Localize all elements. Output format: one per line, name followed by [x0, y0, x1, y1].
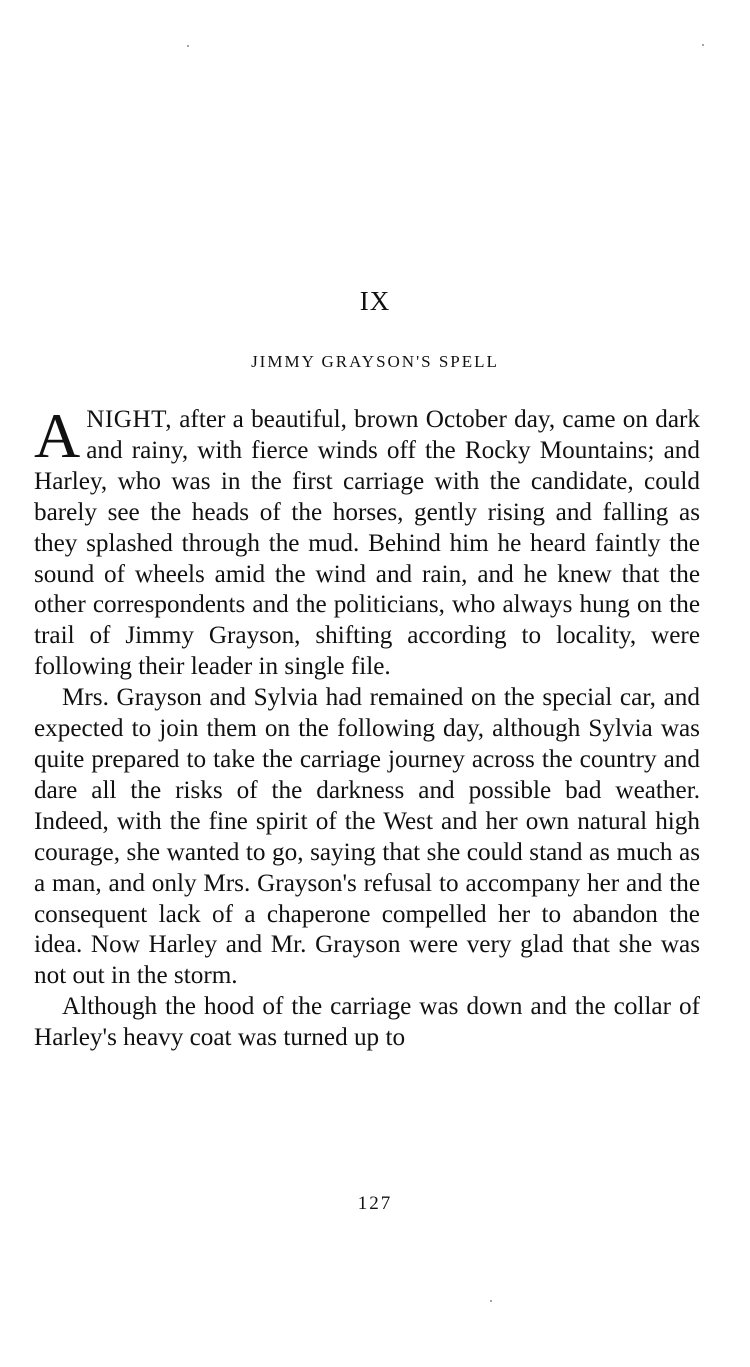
- paragraph: [34, 683, 700, 992]
- paragraph-text: Although the hood of the carriage was down and the collar of Harley's heavy coat was turned up to: [34, 993, 700, 1052]
- paragraph-text: after a beautiful, brown October day, came on dark and rainy, with fierce winds off the Rocky Mountains; and Harley, who was in the first carriage with the candidate, could barely see the heads of the horses, gently rising and falling as they splashed through the mud. Behind him he heard faintly the sound of wheels amid the wind and rain, and he knew that the other correspondents and the politicians, who always hung on the trail of Jimmy Grayson, shifting according to locality, were following their leader in single file.: [34, 406, 700, 681]
- first-word: NIGHT,: [86, 406, 172, 433]
- drop-cap: A: [34, 400, 81, 471]
- page-speck: [490, 1300, 492, 1302]
- body-text: [34, 400, 700, 1054]
- page-speck: [187, 45, 189, 47]
- chapter-title: JIMMY GRAYSON'S SPELL: [251, 352, 499, 371]
- chapter-number: IX: [359, 286, 391, 316]
- paragraph: [34, 400, 700, 683]
- page-speck: [702, 44, 704, 46]
- paragraph: [34, 992, 700, 1054]
- paragraph-text: Mrs. Grayson and Sylvia had remained on the special car, and expected to join them on the following day, although Sylvia was quite prepared to take the carriage journey across the country and dare all the risks of the darkness and possible bad weather. Indeed, with the fine spirit of the West and her own natural high courage, she wanted to go, saying that she could stand as much as a man, and only Mrs. Grayson's refusal to accompany her and the consequent lack of a chaperone compelled her to abandon the idea. Now Harley and Mr. Grayson were very glad that she was not out in the storm.: [34, 684, 700, 990]
- page-number: 127: [357, 1193, 393, 1214]
